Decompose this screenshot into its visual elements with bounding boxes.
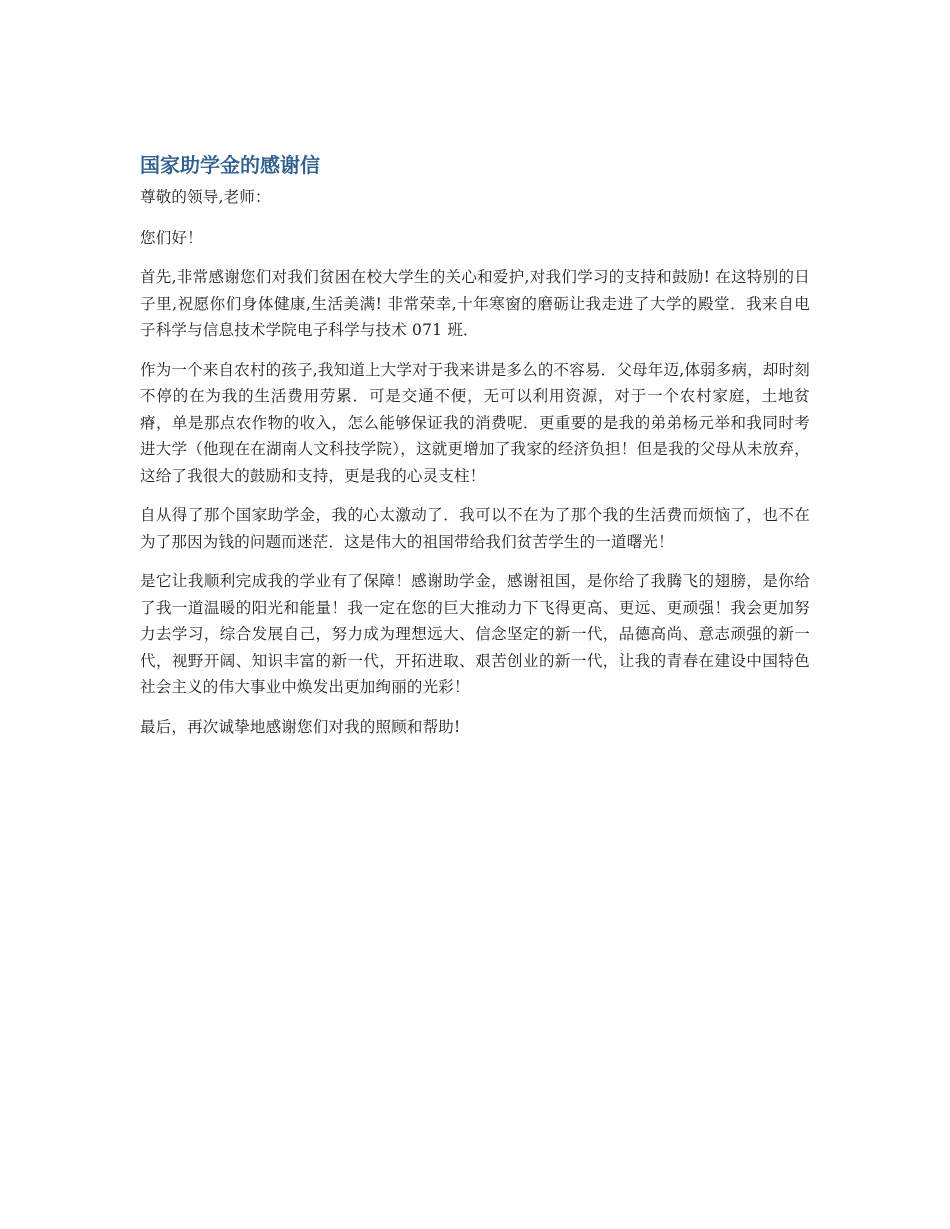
paragraph-1: 首先,非常感谢您们对我们贫困在校大学生的关心和爱护,对我们学习的支持和鼓励! 在这特别的日子里,祝愿你们身体健康,生活美满! 非常荣幸,十年寒窗的磨砺让我走进了大学的殿堂．我来自电子科学与信息技术学院电子科学与技术 071 班． — [140, 268, 810, 339]
paragraph-5: 最后，再次诚挚地感谢您们对我的照顾和帮助! — [140, 717, 461, 736]
paragraph-3: 自从得了那个国家助学金，我的心太激动了．我可以不在为了那个我的生活费而烦恼了，也不在为了那因为钱的问题而迷茫．这是伟大的祖国带给我们贫苦学生的一道曙光！ — [140, 506, 810, 551]
document-title: 国家助学金的感谢信 — [140, 153, 320, 177]
salutation: 尊敬的领导,老师： — [140, 188, 271, 206]
greeting: 您们好！ — [140, 228, 203, 247]
paragraph-2: 作为一个来自农村的孩子,我知道上大学对于我来讲是多么的不容易．父母年迈,体弱多病，却时刻不停的在为我的生活费用劳累．可是交通不便，无可以利用资源，对于一个农村家庭，土地贫瘠，单是那点农作物的收入，怎么能够保证我的消费呢．更重要的是我的弟弟杨元举和我同时考进大学（他现在在湖南人文科技学院），这就更增加了我家的经济负担！但是我的父母从未放弃，这给了我很大的鼓励和支持，更是我的心灵支柱！ — [140, 360, 810, 485]
paragraph-4: 是它让我顺利完成我的学业有了保障！感谢助学金，感谢祖国，是你给了我腾飞的翅膀，是你给了我一道温暖的阳光和能量！我一定在您的巨大推动力下飞得更高、更远、更顽强！我会更加努力去学习，综合发展自己，努力成为理想远大、信念坚定的新一代，品德高尚、意志顽强的新一代，视野开阔、知识丰富的新一代，开拓进取、艰苦创业的新一代，让我的青春在建设中国特色社会主义的伟大事业中焕发出更加绚丽的光彩！ — [140, 572, 810, 696]
document-page — [140, 150, 810, 753]
